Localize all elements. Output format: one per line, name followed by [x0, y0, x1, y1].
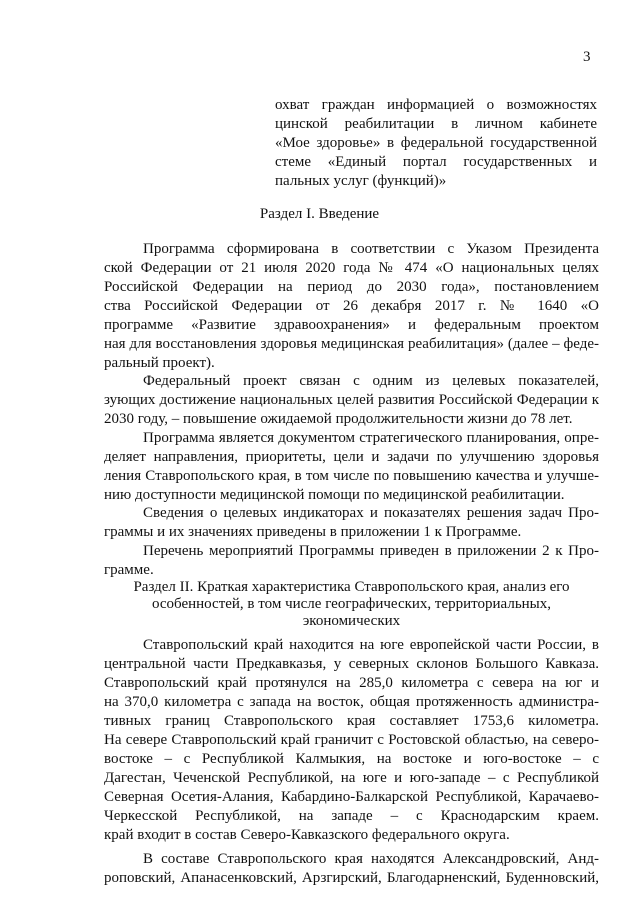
body-line: грамме. [104, 562, 154, 578]
body-line: ральный проект). [104, 355, 215, 371]
body-line: роповский, Апанасенковский, Арзгирский, Благодарненский, Буденновский, [104, 870, 599, 886]
body-line: деляет направления, приоритеты, цели и задачи по улучшению здоровья [104, 449, 599, 465]
body-line: ная для восстановления здоровья медицинская реабилитация» (далее – феде- [104, 336, 599, 352]
body-line: ской Федерации от 21 июля 2020 года № 474 «О национальных целях [104, 260, 599, 276]
body-line: Ставропольский край находится на юге европейской части России, в [143, 637, 599, 653]
body-line: программе «Развитие здравоохранения» и федеральным проектом [104, 317, 599, 333]
preamble-line: цинской реабилитации в личном кабинете [275, 116, 597, 132]
body-line: Дагестан, Чеченской Республикой, на юге и юго-западе – с Республикой [104, 770, 599, 786]
section-2-title-line: особенностей, в том числе географических, территориальных, [151, 596, 552, 612]
section-1-title: Раздел I. Введение [259, 206, 380, 222]
body-line: Российской Федерации на период до 2030 года», постановлением [104, 279, 599, 295]
section-2-title-line: экономических [302, 613, 401, 629]
body-line: ства Российской Федерации от 26 декабря 2017 г. № 1640 «О [104, 298, 599, 314]
body-line: ления Ставропольского края, в том числе по повышению качества и улучше- [104, 468, 599, 484]
body-line: 2030 году, – повышение ожидаемой продолжительности жизни до 78 лет. [104, 411, 573, 427]
page-number: 3 [583, 49, 591, 65]
body-line: Сведения о целевых индикаторах и показателях решения задач Про- [143, 505, 599, 521]
body-line: Черкесской Республикой, на западе – с Краснодарским краем. [104, 808, 599, 824]
body-line: Ставропольский край протянулся на 285,0 километра с севера на юг и [104, 675, 599, 691]
body-line: тивных границ Ставропольского края составляет 1753,6 километра. [104, 713, 599, 729]
body-line: граммы и их значениях приведены в приложении 1 к Программе. [104, 524, 522, 540]
section-2-title-line: Раздел II. Краткая характеристика Ставропольского края, анализ его [133, 579, 570, 595]
preamble-line: пальных услуг (функций)» [275, 173, 447, 189]
preamble-line: стеме «Единый портал государственных и [275, 154, 597, 170]
body-line: Перечень мероприятий Программы приведен в приложении 2 к Про- [143, 543, 599, 559]
body-line: Федеральный проект связан с одним из целевых показателей, [143, 373, 599, 389]
body-line: Программа сформирована в соответствии с Указом Президента [143, 241, 599, 257]
preamble-line: «Мое здоровье» в федеральной государственной [275, 135, 597, 151]
body-line: центральной части Предкавказья, у северных склонов Большого Кавказа. [104, 656, 599, 672]
body-line: Программа является документом стратегического планирования, опре- [143, 430, 599, 446]
preamble-line: охват граждан информацией о возможностях [275, 97, 597, 113]
body-line: край входит в состав Северо-Кавказского федерального округа. [104, 827, 510, 843]
body-line: зующих достижение национальных целей развития Российской Федерации к [104, 392, 599, 408]
body-line: В составе Ставропольского края находятся Александровский, Анд- [143, 851, 599, 867]
body-line: востоке – с Республикой Калмыкия, на востоке и юго-востоке – с [104, 751, 599, 767]
body-line: Северная Осетия-Алания, Кабардино-Балкарской Республикой, Карачаево- [104, 789, 599, 805]
body-line: нию доступности медицинской помощи по медицинской реабилитации. [104, 487, 565, 503]
body-line: на 370,0 километра с запада на восток, общая протяженность администра- [104, 694, 599, 710]
body-line: На севере Ставропольский край граничит с Ростовской областью, на северо- [104, 732, 599, 748]
